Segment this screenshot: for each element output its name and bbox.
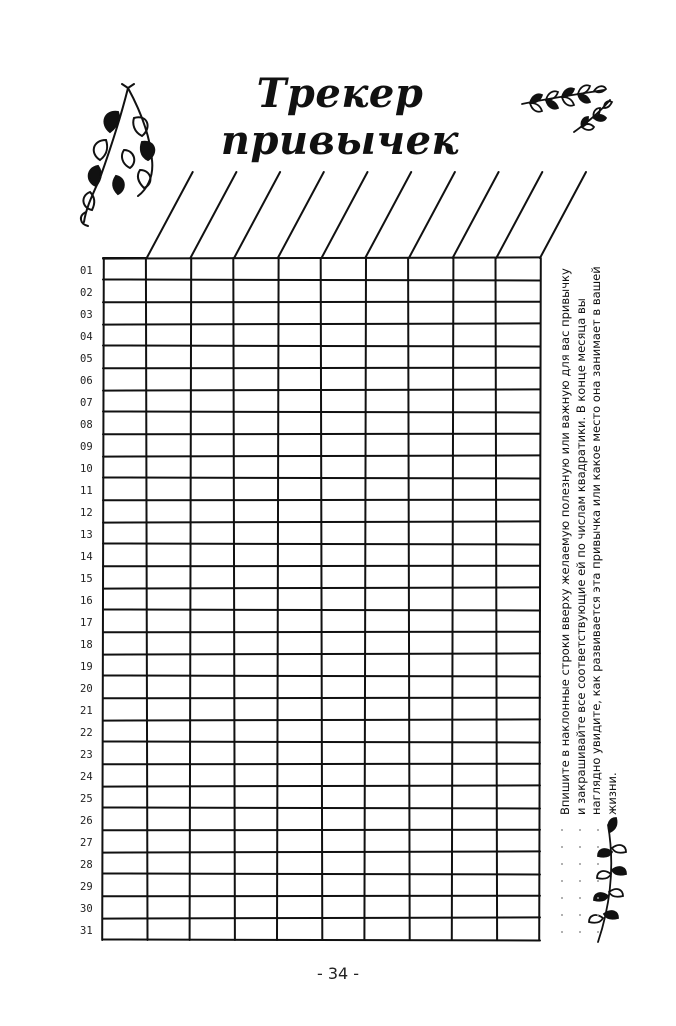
guide-dot	[579, 914, 581, 916]
day-label: 01	[80, 264, 93, 277]
day-label: 27	[80, 836, 93, 849]
day-label: 31	[80, 924, 93, 937]
hanging-vine-icon	[81, 84, 154, 226]
dot-guides	[561, 829, 599, 933]
day-label: 24	[80, 770, 93, 783]
guide-dot	[579, 846, 581, 848]
guide-dot	[561, 863, 563, 865]
day-label: 10	[80, 462, 93, 475]
day-label: 21	[80, 704, 93, 717]
habit-name-line	[496, 172, 542, 258]
day-label: 19	[80, 660, 93, 673]
day-label: 04	[80, 330, 93, 343]
day-label: 15	[80, 572, 93, 585]
guide-dot	[597, 880, 599, 882]
day-label: 03	[80, 308, 93, 321]
page-number: - 34 -	[316, 964, 360, 983]
day-labels	[80, 265, 93, 937]
grid-column-line	[233, 258, 235, 940]
leaf-sprig-icon	[589, 818, 626, 942]
habit-name-line	[365, 172, 411, 258]
guide-dot	[561, 897, 563, 899]
habit-name-line	[234, 172, 280, 258]
guide-dot	[561, 880, 563, 882]
day-label: 18	[80, 638, 93, 651]
guide-dot	[561, 931, 563, 933]
grid-column-line	[321, 258, 323, 940]
habit-name-lines	[103, 172, 586, 258]
day-label: 28	[80, 858, 93, 871]
habit-name-line	[322, 172, 368, 258]
guide-dot	[561, 846, 563, 848]
day-label: 22	[80, 726, 93, 739]
habit-name-line	[453, 172, 499, 258]
day-label: 13	[80, 528, 93, 541]
day-label: 12	[80, 506, 93, 519]
grid-column-line	[102, 258, 104, 940]
day-label: 06	[80, 374, 93, 387]
day-label: 14	[80, 550, 93, 563]
day-label: 16	[80, 594, 93, 607]
grid-column-line	[277, 258, 279, 940]
grid-column-line	[364, 258, 366, 940]
grid-column-line	[452, 258, 454, 940]
guide-dot	[579, 863, 581, 865]
habit-name-line	[278, 172, 324, 258]
guide-dot	[597, 931, 599, 933]
day-label: 07	[80, 396, 93, 409]
branch-icon	[522, 85, 612, 132]
grid-column-line	[146, 258, 148, 940]
day-label: 25	[80, 792, 93, 805]
guide-dot	[579, 931, 581, 933]
habit-name-line	[147, 172, 193, 258]
grid-column-line	[539, 258, 541, 940]
guide-dot	[561, 914, 563, 916]
day-label: 26	[80, 814, 93, 827]
habit-name-line	[409, 172, 455, 258]
guide-dot	[597, 863, 599, 865]
instructions-text: Впишите в наклонные строки вверху желаемую полезную или важную для вас привычку и закрашивайте все соответствующие ей по числам квадратики. В конце месяца вы наглядно увидите, как развивается эта привычка или какое место она занимает в вашей жизни.	[558, 266, 619, 815]
guide-dot	[579, 829, 581, 831]
guide-dot	[597, 914, 599, 916]
day-label: 20	[80, 682, 93, 695]
day-label: 02	[80, 286, 93, 299]
grid-column-line	[408, 258, 410, 940]
day-label: 11	[80, 484, 93, 497]
day-label: 29	[80, 880, 93, 893]
guide-dot	[597, 846, 599, 848]
tracker-grid	[102, 257, 541, 940]
guide-dot	[597, 897, 599, 899]
guide-dot	[561, 829, 563, 831]
day-label: 09	[80, 440, 93, 453]
guide-dot	[579, 880, 581, 882]
grid-column-line	[496, 258, 498, 940]
habit-name-line	[540, 172, 586, 258]
day-label: 05	[80, 352, 93, 365]
page-title: Трекер привычек	[220, 70, 460, 164]
day-label: 23	[80, 748, 93, 761]
habit-name-line	[190, 172, 236, 258]
guide-dot	[579, 897, 581, 899]
day-label: 08	[80, 418, 93, 431]
guide-dot	[597, 829, 599, 831]
day-label: 30	[80, 902, 93, 915]
day-label: 17	[80, 616, 93, 629]
grid-column-line	[190, 258, 192, 940]
